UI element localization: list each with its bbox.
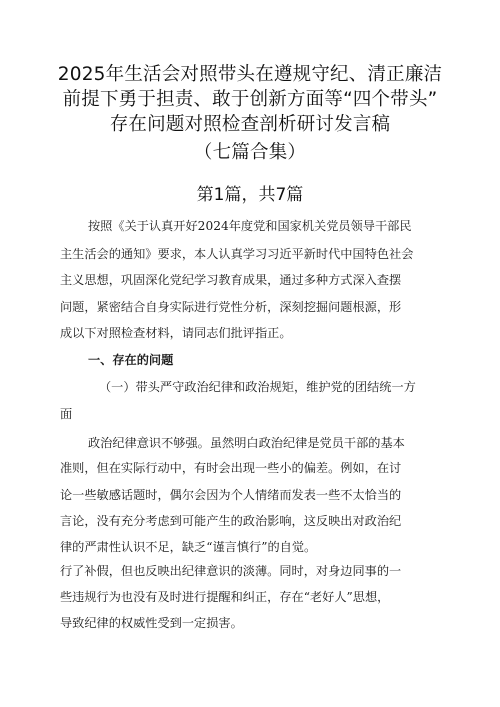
body-line: 律的严肃性认识不足，缺乏“谨言慎行”的自觉。: [60, 540, 317, 554]
body-line: 按照《关于认真开好2024年度党和国家机关党员领导干部民: [88, 219, 412, 233]
body-line: 论一些敏感话题时，偶尔会因为个人情绪而发表一些不太恰当的: [60, 488, 402, 502]
document-title-line-2: 前提下勇于担责、敢于创新方面等“四个带头”: [62, 89, 438, 110]
section-heading: 第1篇，共7篇: [196, 185, 304, 205]
body-line: 行了补假，但也反映出纪律意识的淡薄。同时，对身边同事的一: [60, 564, 402, 578]
body-line: 政治纪律意识不够强。虽然明白政治纪律是党员干部的基本: [88, 436, 405, 450]
body-line: 问题，紧密结合自身实际进行党性分析，深刻挖掘问题根源，形: [60, 300, 402, 314]
document-title-line-1: 2025年生活会对照带头在遵规守纪、清正廉洁: [57, 64, 443, 85]
body-line: 成以下对照检查材料，请同志们批评指正。: [60, 326, 292, 340]
body-line: 主生活会的通知》要求，本人认真学习习近平新时代中国特色社会: [60, 247, 414, 261]
body-line: 言论，没有充分考虑到可能产生的政治影响，这反映出对政治纪: [60, 514, 402, 528]
document-title-line-3: 存在问题对照检查剖析研讨发言稿: [109, 114, 391, 135]
body-line: （一）带头严守政治纪律和政治规矩，维护党的团结统一方: [99, 380, 416, 394]
body-line: 准则，但在实际行动中，有时会出现一些小的偏差。例如，在讨: [60, 461, 402, 475]
body-line: 些违规行为也没有及时进行提醒和纠正，存在“老好人”思想，: [60, 590, 390, 604]
section-subheading: 一、存在的问题: [88, 353, 174, 367]
body-line: 面: [60, 407, 73, 421]
document-subtitle: （七篇合集）: [193, 142, 307, 163]
body-line: 导致纪律的权威性受到一定损害。: [60, 616, 243, 630]
body-line: 主义思想，巩固深化党纪学习教育成果，通过多种方式深入查摆: [60, 273, 402, 287]
